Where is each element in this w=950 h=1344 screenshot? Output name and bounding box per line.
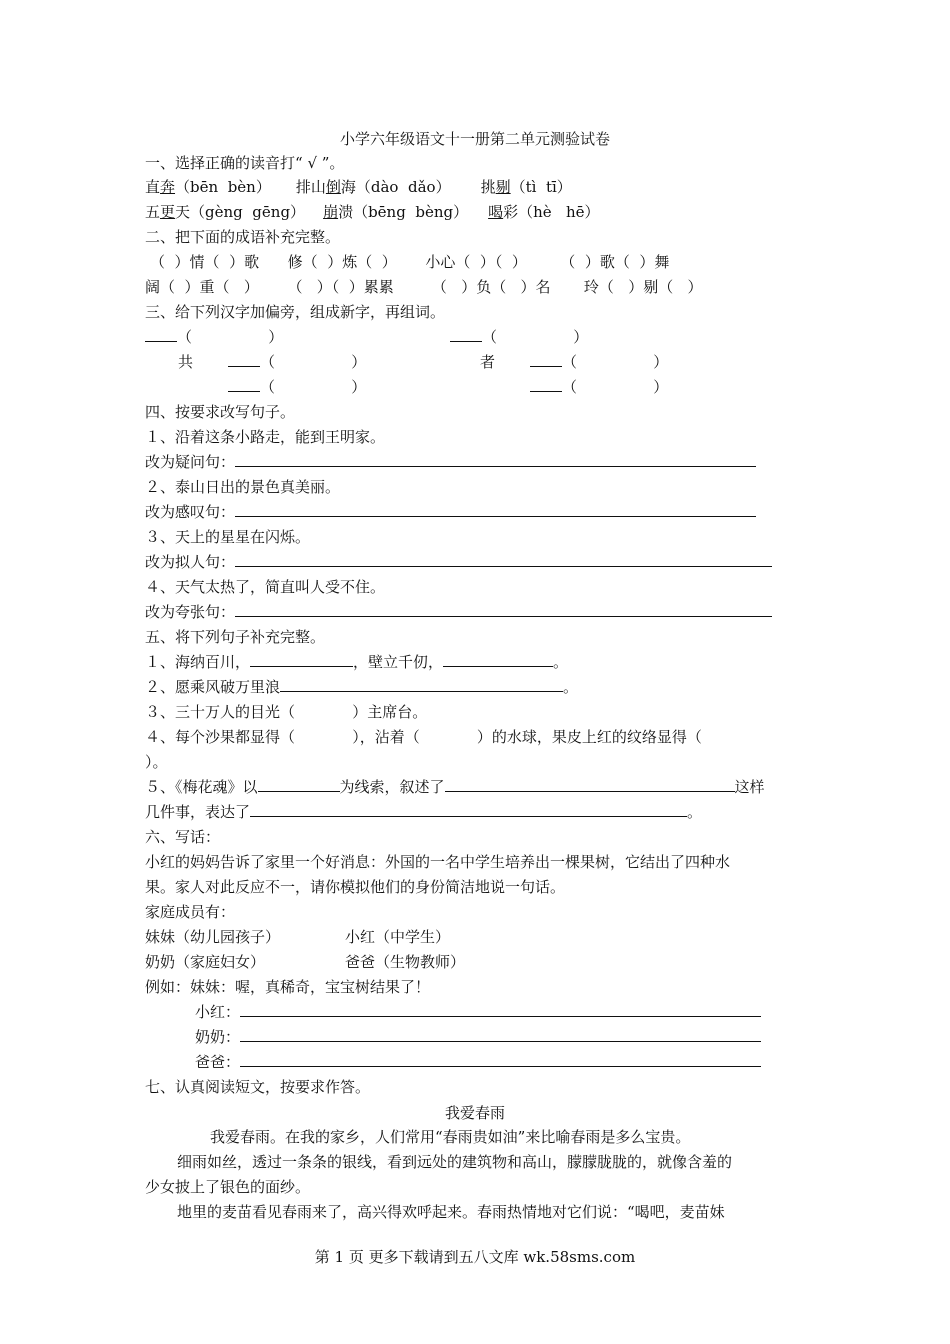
writing-prompt-line-1: 小红的妈妈告诉了家里一个好消息：外国的一名中学生培养出一棵果树，它结出了四种水 <box>145 853 731 871</box>
rewrite-q3: ３、天上的星星在闪烁。 <box>145 528 311 546</box>
page-footer: 第 1 页 更多下载请到五八文库 wk.58sms.com <box>314 1248 636 1266</box>
complete-line-1: １、海纳百川， ，壁立千仞， 。 <box>145 653 569 671</box>
idiom-row-2: 阔（ ）重（ ） （ ）（ ）累累 （ ）负（ ）名 玲（ ）剔（ ） <box>145 278 703 296</box>
story-title: 我爱春雨 <box>444 1104 505 1122</box>
section-6-heading: 六、写话： <box>145 828 221 846</box>
complete-line-4: ４、每个沙果都显得（ ），沾着（ ）的水球，果皮上红的纹络显得（ <box>145 728 702 746</box>
story-paragraph-2-line-1: 细雨如丝，透过一条条的银线，看到远处的建筑物和高山，朦朦胧胧的，就像含羞的 <box>177 1153 733 1171</box>
idiom-row-1: （ ）情（ ）歌 修（ ）炼（ ） 小心（ ）（ ） （ ）歌（ ）舞 <box>150 253 670 271</box>
section-7-heading: 七、认真阅读短文，按要求作答。 <box>145 1078 371 1096</box>
radical-blank-1: （ ） <box>145 327 283 347</box>
member-grandma: 奶奶（家庭妇女） <box>145 953 266 971</box>
pinyin-row-2: 五更天（gèng gēng） 崩溃（bēng bèng） 喝彩（hè hē） <box>145 203 600 221</box>
story-paragraph-3: 地里的麦苗看见春雨来了，高兴得欢呼起来。春雨热情地对它们说：“喝吧，麦苗妹 <box>177 1203 725 1221</box>
complete-line-6: 几件事，表达了 。 <box>145 803 703 821</box>
story-paragraph-1: 我爱春雨。在我的家乡，人们常用“春雨贵如油”来比喻春雨是多么宝贵。 <box>210 1128 691 1146</box>
response-grandma: 奶奶： <box>195 1027 761 1047</box>
page-title: 小学六年级语文十一册第二单元测验试卷 <box>339 130 610 148</box>
complete-line-2: ２、愿乘风破万里浪 。 <box>145 678 579 696</box>
response-xiaohong: 小红： <box>195 1002 761 1022</box>
radical-blank-3: （ ） <box>228 352 366 372</box>
pinyin-row-1: 直奔（bēn bèn） 排山倒海（dào dǎo） 挑剔（tì tī） <box>145 178 572 196</box>
writing-prompt-line-2: 果。家人对此反应不一，请你模拟他们的身份简洁地说一句话。 <box>145 878 566 896</box>
complete-line-4b: ）。 <box>145 753 168 771</box>
radical-blank-6: （ ） <box>530 377 668 397</box>
complete-line-5: ５、《梅花魂》以 为线索，叙述了 这样 <box>145 778 765 796</box>
radical-blank-4: （ ） <box>530 352 668 372</box>
section-1-heading: 一、选择正确的读音打“ √ ”。 <box>145 154 345 172</box>
section-3-heading: 三、给下列汉字加偏旁，组成新字，再组词。 <box>145 303 446 321</box>
rewrite-a4: 改为夸张句： <box>145 602 772 622</box>
complete-line-3: ３、三十万人的目光（ ）主席台。 <box>145 703 428 721</box>
section-2-heading: 二、把下面的成语补充完整。 <box>145 228 341 246</box>
member-dad: 爸爸（生物教师） <box>345 953 466 971</box>
radical-blank-5: （ ） <box>228 377 366 397</box>
member-xiaohong: 小红（中学生） <box>345 928 451 946</box>
rewrite-a1: 改为疑问句： <box>145 452 756 472</box>
response-dad: 爸爸： <box>195 1052 761 1072</box>
rewrite-a2: 改为感叹句： <box>145 502 756 522</box>
section-4-heading: 四、按要求改写句子。 <box>145 403 296 421</box>
members-label: 家庭成员有： <box>145 903 236 921</box>
story-paragraph-2-line-2: 少女披上了银色的面纱。 <box>145 1178 311 1196</box>
rewrite-a3: 改为拟人句： <box>145 552 772 572</box>
radical-char-gong: 共 <box>178 353 194 371</box>
rewrite-q2: ２、泰山日出的景色真美丽。 <box>145 478 341 496</box>
rewrite-q1: １、沿着这条小路走，能到王明家。 <box>145 428 386 446</box>
rewrite-q4: ４、天气太热了，简直叫人受不住。 <box>145 578 386 596</box>
radical-char-zhe: 者 <box>480 353 496 371</box>
section-5-heading: 五、将下列句子补充完整。 <box>145 628 326 646</box>
member-sister: 妹妹（幼儿园孩子） <box>145 928 281 946</box>
example-line: 例如：妹妹：喔，真稀奇，宝宝树结果了！ <box>145 978 431 996</box>
radical-blank-2: （ ） <box>450 327 588 347</box>
